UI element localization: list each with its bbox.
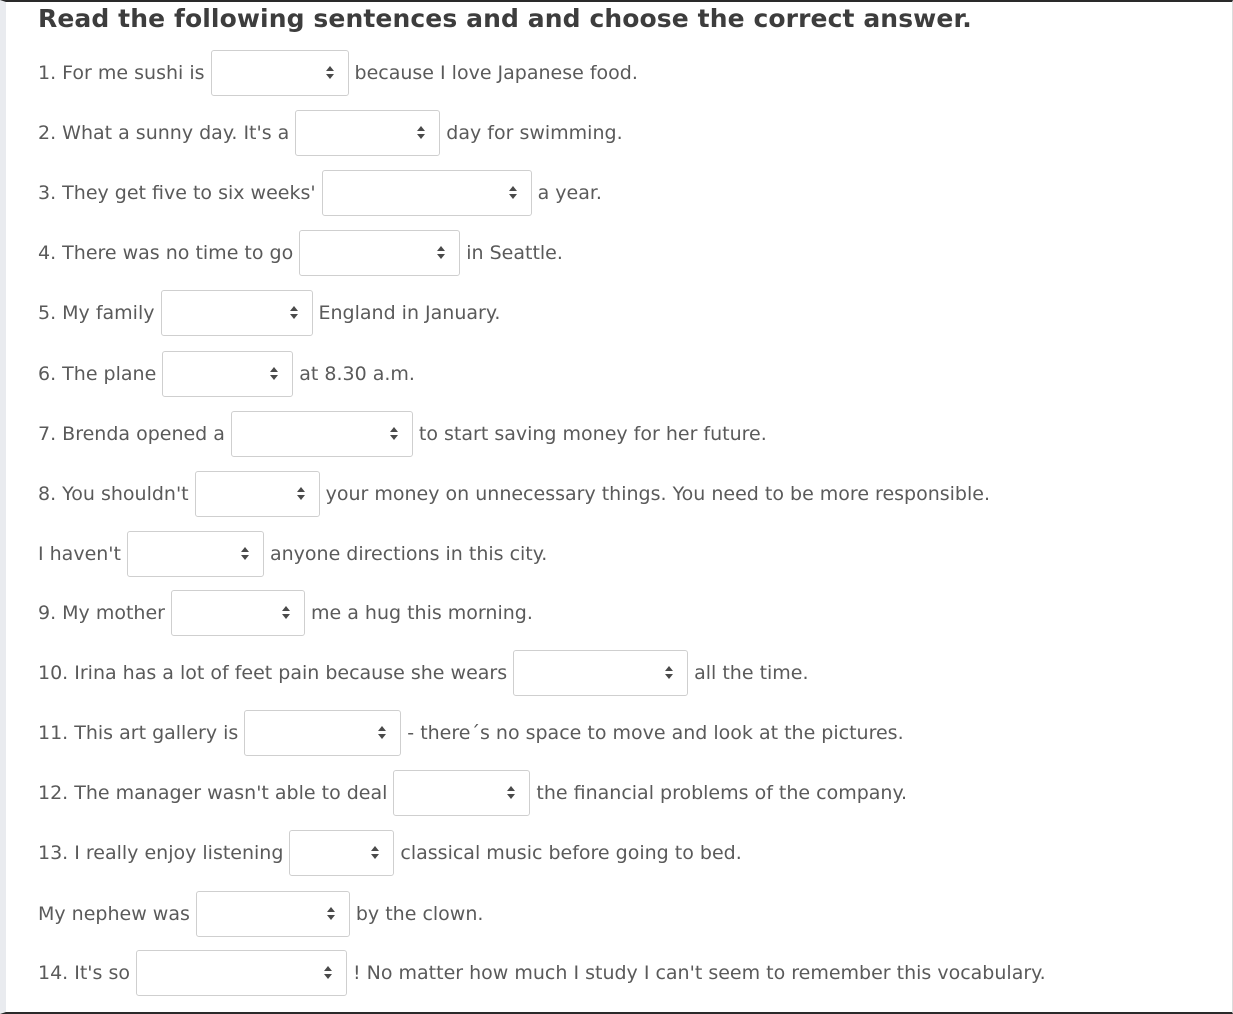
answer-select[interactable] xyxy=(231,411,413,457)
question-text-before: I haven't xyxy=(38,543,121,565)
page-title: Read the following sentences and and choose the correct answer. xyxy=(38,4,972,33)
select-arrows-icon xyxy=(371,844,379,862)
question-text-before: 10. Irina has a lot of feet pain because she wears xyxy=(38,662,508,684)
answer-select[interactable] xyxy=(161,290,313,336)
question-text-after: by the clown. xyxy=(355,903,484,925)
question-row xyxy=(38,949,1046,997)
question-row xyxy=(38,229,563,277)
question-text-before: 3. They get five to six weeks' xyxy=(38,182,316,204)
answer-select[interactable] xyxy=(299,230,460,276)
question-row xyxy=(38,829,742,877)
question-row xyxy=(38,890,483,938)
question-text-after: me a hug this morning. xyxy=(310,602,533,624)
question-text-before: 7. Brenda opened a xyxy=(38,423,225,445)
select-arrows-icon xyxy=(390,425,398,443)
question-row xyxy=(38,709,904,757)
answer-select[interactable] xyxy=(244,710,401,756)
question-row xyxy=(38,649,809,697)
answer-select[interactable] xyxy=(322,170,532,216)
question-text-after: your money on unnecessary things. You need to be more responsible. xyxy=(325,483,991,505)
select-arrows-icon xyxy=(507,784,515,802)
question-text-after: England in January. xyxy=(318,302,501,324)
question-text-after: the financial problems of the company. xyxy=(536,782,908,804)
question-text-after: classical music before going to bed. xyxy=(400,842,742,864)
select-arrows-icon xyxy=(509,184,517,202)
answer-select[interactable] xyxy=(196,891,350,937)
question-row xyxy=(38,470,990,518)
question-text-before: 14. It's so xyxy=(38,962,130,984)
question-text-before: 11. This art gallery is xyxy=(38,722,239,744)
select-arrows-icon xyxy=(665,664,673,682)
question-text-before: 6. The plane xyxy=(38,363,157,385)
question-text-after: in Seattle. xyxy=(466,242,563,264)
question-text-after: ! No matter how much I study I can't seem to remember this vocabulary. xyxy=(353,962,1046,984)
answer-select[interactable] xyxy=(136,950,347,996)
question-text-before: 12. The manager wasn't able to deal xyxy=(38,782,388,804)
select-arrows-icon xyxy=(326,64,334,82)
question-text-after: all the time. xyxy=(694,662,809,684)
question-row xyxy=(38,289,500,337)
question-text-after: because I love Japanese food. xyxy=(354,62,638,84)
answer-select[interactable] xyxy=(195,471,320,517)
question-row xyxy=(38,169,602,217)
select-arrows-icon xyxy=(324,964,332,982)
question-row xyxy=(38,589,533,637)
select-arrows-icon xyxy=(270,365,278,383)
question-text-before: My nephew was xyxy=(38,903,190,925)
question-row xyxy=(38,530,547,578)
question-text-before: 9. My mother xyxy=(38,602,165,624)
question-text-after: a year. xyxy=(537,182,602,204)
question-row xyxy=(38,109,623,157)
question-text-after: to start saving money for her future. xyxy=(418,423,767,445)
select-arrows-icon xyxy=(417,124,425,142)
question-text-before: 5. My family xyxy=(38,302,155,324)
select-arrows-icon xyxy=(437,244,445,262)
select-arrows-icon xyxy=(327,905,335,923)
select-arrows-icon xyxy=(290,304,298,322)
answer-select[interactable] xyxy=(289,830,394,876)
question-text-before: 13. I really enjoy listening xyxy=(38,842,284,864)
question-row xyxy=(38,49,638,97)
select-arrows-icon xyxy=(378,724,386,742)
question-text-after: day for swimming. xyxy=(446,122,623,144)
answer-select[interactable] xyxy=(211,50,349,96)
answer-select[interactable] xyxy=(171,590,305,636)
answer-select[interactable] xyxy=(513,650,688,696)
question-row xyxy=(38,769,907,817)
answer-select[interactable] xyxy=(393,770,530,816)
question-text-after: at 8.30 a.m. xyxy=(299,363,415,385)
question-row xyxy=(38,350,415,398)
question-text-before: 4. There was no time to go xyxy=(38,242,294,264)
select-arrows-icon xyxy=(282,604,290,622)
question-text-before: 8. You shouldn't xyxy=(38,483,189,505)
answer-select[interactable] xyxy=(295,110,440,156)
select-arrows-icon xyxy=(297,485,305,503)
answer-select[interactable] xyxy=(127,531,264,577)
question-text-before: 1. For me sushi is xyxy=(38,62,205,84)
question-text-after: anyone directions in this city. xyxy=(269,543,548,565)
select-arrows-icon xyxy=(241,545,249,563)
question-row xyxy=(38,410,767,458)
question-text-before: 2. What a sunny day. It's a xyxy=(38,122,290,144)
question-text-after: - there´s no space to move and look at the pictures. xyxy=(407,722,904,744)
answer-select[interactable] xyxy=(162,351,293,397)
